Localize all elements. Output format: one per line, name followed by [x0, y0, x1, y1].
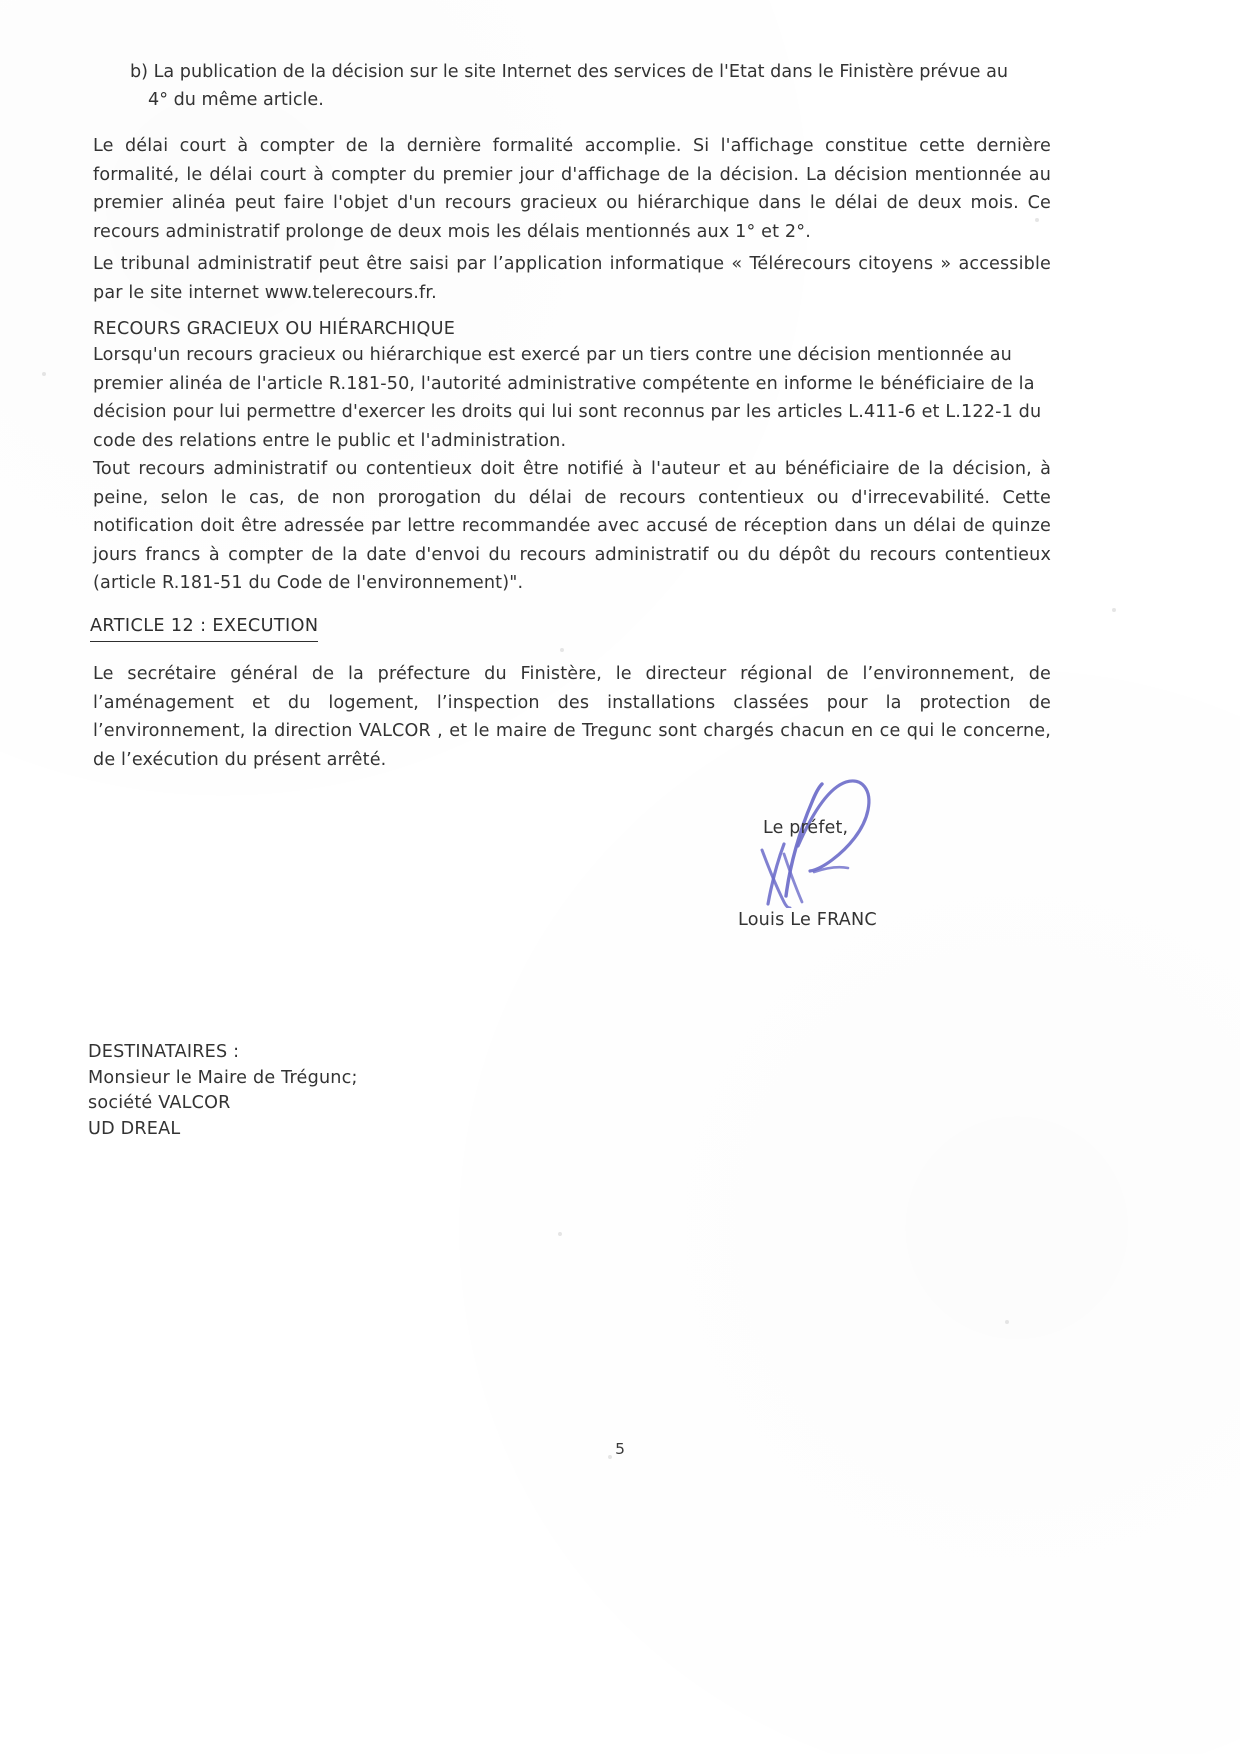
paragraph-tribunal-administratif: Le tribunal administratif peut être saisi par l’application informatique « Télérecours citoyens » accessible par le site internet www.telerecours.fr.	[93, 254, 1051, 303]
scan-speck	[1005, 1320, 1009, 1324]
heading-recours-gracieux: RECOURS GRACIEUX OU HIÉRARCHIQUE	[93, 319, 456, 339]
list-item-b-line1: b) La publication de la décision sur le site Internet des services de l'Etat dans le Finistère prévue au	[130, 62, 1009, 82]
recipients-heading: DESTINATAIRES :	[88, 1042, 240, 1062]
signature-name: Louis Le FRANC	[738, 910, 877, 930]
scan-speck	[1112, 608, 1116, 612]
handwritten-signature-icon	[728, 768, 918, 908]
paragraph-recours-gracieux: Lorsqu'un recours gracieux ou hiérarchique est exercé par un tiers contre une décision mentionnée au premier alinéa de l'article R.181-50, l'autorité administrative compétente en informe le bénéficiaire de la décision pour lui permettre d'exercer les droits qui lui sont reconnus par les articles L.411-6 et L.122-1 du code des relations entre le public et l'administration.	[93, 345, 1042, 451]
recipients-block	[88, 1040, 358, 1142]
recipient-item: société VALCOR	[88, 1093, 231, 1113]
paragraph-tout-recours: Tout recours administratif ou contentieux doit être notifié à l'auteur et au bénéficiaire de la décision, à peine, selon le cas, de non prorogation du délai de recours contentieux ou d'irrecevabilité. Cette notification doit être adressée par lettre recommandée avec accusé de réception dans un délai de quinze jours francs à compter de la date d'envoi du recours administratif ou du dépôt du recours contentieux (article R.181-51 du Code de l'environnement)".	[93, 459, 1051, 593]
scan-speck	[558, 1232, 562, 1236]
scan-speck	[42, 372, 46, 376]
signature-title: Le préfet,	[763, 818, 849, 838]
paragraph-article-12-execution: Le secrétaire général de la préfecture du Finistère, le directeur régional de l’environnement, de l’aménagement et du logement, l’inspection des installations classées pour la protection de l’environnement, la direction VALCOR , et le maire de Tregunc sont chargés chacun en ce qui le concerne, de l’exécution du présent arrêté.	[93, 664, 1051, 770]
page-number: 5	[615, 1440, 625, 1458]
paragraph-delai: Le délai court à compter de la dernière formalité accomplie. Si l'affichage constitue cette dernière formalité, le délai court à compter du premier jour d'affichage de la décision. La décision mentionnée au premier alinéa peut faire l'objet d'un recours gracieux ou hiérarchique dans le délai de deux mois. Ce recours administratif prolonge de deux mois les délais mentionnés aux 1° et 2°.	[93, 136, 1051, 242]
scan-speck	[560, 648, 564, 652]
list-item-b-line2: 4° du même article.	[148, 90, 324, 110]
list-item-b	[130, 58, 1055, 114]
recipient-item: UD DREAL	[88, 1118, 181, 1139]
recipient-item: Monsieur le Maire de Trégunc;	[88, 1067, 358, 1088]
article-12-title: ARTICLE 12 : EXECUTION	[90, 613, 318, 642]
